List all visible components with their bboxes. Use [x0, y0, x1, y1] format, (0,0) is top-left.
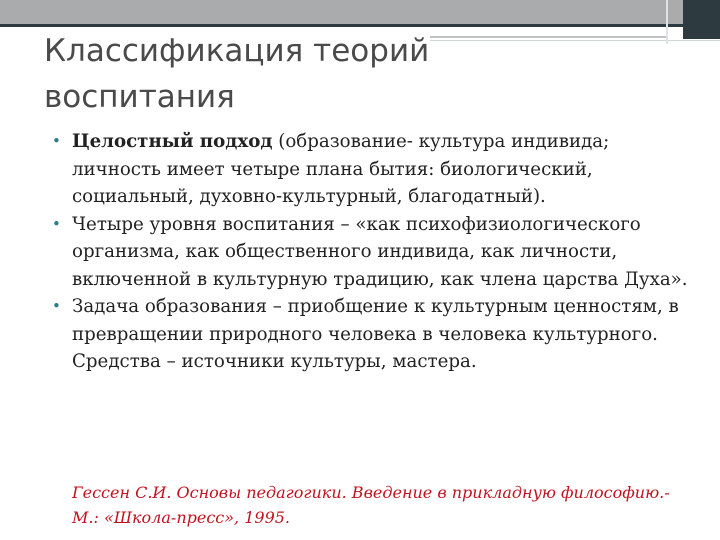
citation: Гессен С.И. Основы педагогики. Введение в прикладную философию.- М.: «Школа-пресс», 1995.: [72, 483, 670, 527]
bullet-item: [50, 128, 690, 211]
slide-title-line2: воспитания: [44, 79, 235, 115]
bullet-icon: •: [52, 297, 61, 315]
bullet-list: [50, 128, 690, 376]
header-bar: [0, 0, 720, 24]
header-stripe: [0, 24, 720, 27]
corner-accent: [683, 0, 720, 39]
bullet-text: Четыре уровня воспитания – «как психофизиологического организма, как общественного индивида, как личности, включенной в культурную традицию, как члена царства Духа».: [72, 213, 688, 290]
bullet-item: [50, 293, 690, 376]
bullet-text: Задача образования – приобщение к культурным ценностям, в превращении природного человека в человека культурного. Средства – источники культуры, мастера.: [72, 296, 679, 372]
bullet-bold-text: Целостный подход: [72, 131, 273, 152]
slide-title: [44, 28, 664, 120]
accent-line: [666, 0, 668, 44]
bullet-icon: •: [52, 214, 61, 233]
bullet-text: (образование- культура индивида; личность имеет четыре плана бытия: биологический, социальный, духовно-культурный, благодатный).: [72, 131, 610, 207]
bullet-icon: •: [52, 132, 61, 150]
slide-title-line1: Классификация теорий: [44, 33, 430, 69]
bullet-item: [50, 211, 690, 294]
